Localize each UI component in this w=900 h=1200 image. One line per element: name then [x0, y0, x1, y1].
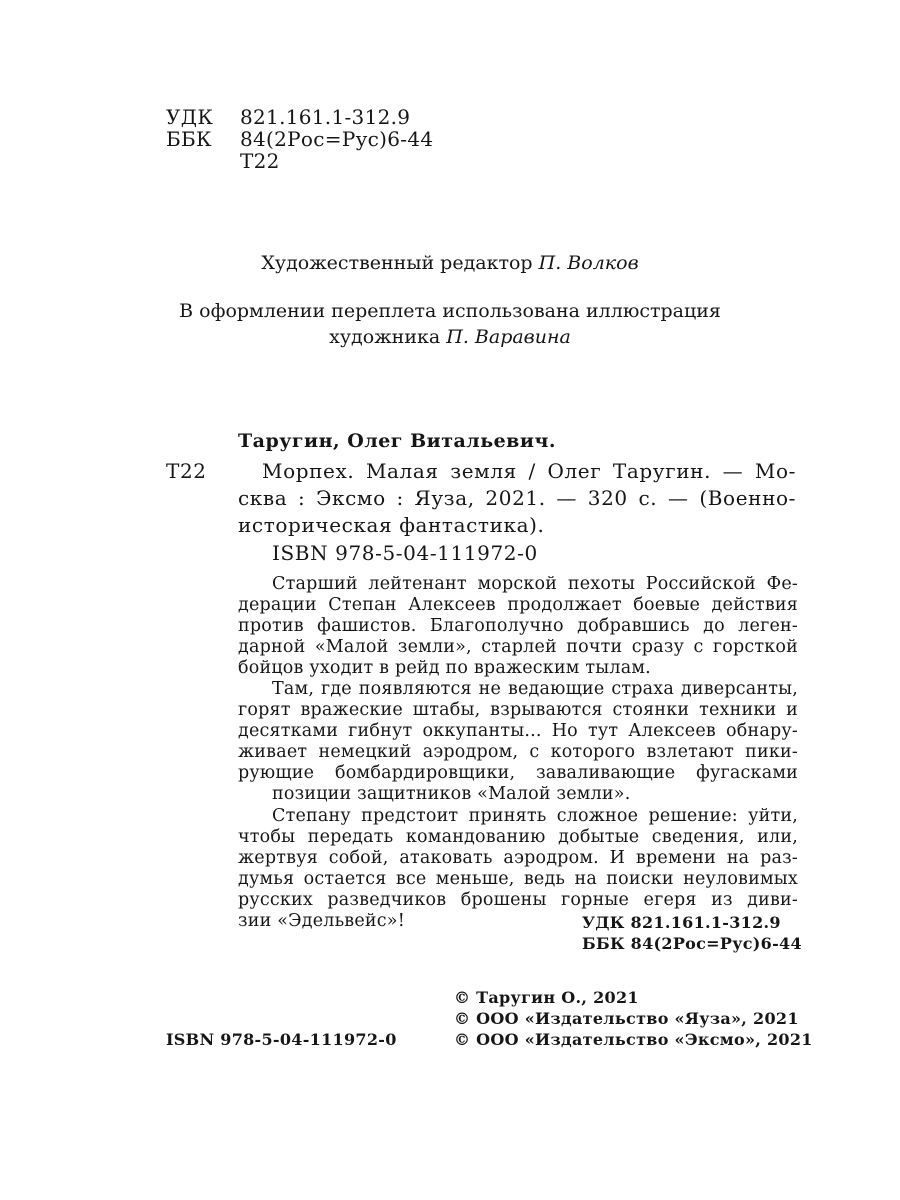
- bbk-label: ББК: [166, 127, 212, 151]
- bib-line: Морпех. Малая земля / Олег Таругин. — Мо-: [262, 459, 796, 483]
- annotation-line: рующие бомбардировщики, заваливающие фугасками: [238, 763, 798, 783]
- annotation-line: дерации Степан Алексеев продолжает боевые действия: [238, 595, 798, 615]
- annotation-line: чтобы передать командованию добытые сведения, или,: [238, 827, 798, 847]
- annotation-line: думья остается все меньше, ведь на поиски неуловимых: [238, 869, 798, 889]
- copyright-isbn: ISBN 978-5-04-111972-0: [166, 1030, 397, 1049]
- annotation-line: дарной «Малой земли», старлей почти сразу с горсткой: [238, 637, 798, 657]
- annotation-line: живает немецкий аэродром, с которого взлетают пики-: [238, 742, 798, 762]
- annotation-line: Степану предстоит принять сложное решение: уйти,: [272, 806, 798, 826]
- art-editor-name: П. Волков: [538, 252, 639, 274]
- bbk-row: [166, 128, 433, 150]
- udk-label: УДК: [166, 105, 214, 129]
- footer-bbk: ББК 84(2Рос=Рус)6-44: [582, 934, 802, 953]
- art-editor-prefix: Художественный редактор: [261, 252, 533, 274]
- bib-author: Таругин, Олег Витальевич.: [238, 430, 556, 452]
- cover-illustrator-name: П. Варавина: [446, 326, 571, 348]
- udk-value: 821.161.1-312.9: [240, 105, 411, 129]
- bib-mark: Т22: [166, 459, 207, 483]
- bib-line: историческая фантастика).: [238, 513, 545, 537]
- annotation-line: русских разведчиков брошены горные егеря из диви-: [238, 890, 798, 910]
- copyright-line: © ООО «Издательство «Эксмо», 2021: [454, 1030, 813, 1049]
- copyright-line: © ООО «Издательство «Яуза», 2021: [454, 1009, 799, 1028]
- annotation-line: горят вражеские штабы, взрываются стоянки техники и: [238, 700, 798, 720]
- art-editor-line: [0, 250, 900, 276]
- annotation-line: зии «Эдельвейс»!: [238, 911, 405, 931]
- annotation-line: позиции защитников «Малой земли».: [272, 784, 631, 804]
- bib-line: сква : Эксмо : Яуза, 2021. — 320 с. — (Военно-: [238, 486, 796, 510]
- annotation-line: десятками гибнут оккупанты... Но тут Алексеев обнару-: [238, 721, 798, 741]
- bib-isbn: ISBN 978-5-04-111972-0: [272, 541, 538, 565]
- annotation-line: Старший лейтенант морской пехоты Российской Фе-: [272, 574, 798, 594]
- annotation-line: против фашистов. Благополучно добравшись до леген-: [238, 616, 798, 636]
- annotation-line: Там, где появляются не ведающие страха диверсанты,: [272, 679, 798, 699]
- author-mark: Т22: [240, 149, 280, 173]
- udk-row: [166, 106, 410, 128]
- annotation-line: жертвуя собой, атаковать аэродром. И времени на раз-: [238, 848, 798, 868]
- copyright-line: © Таругин О., 2021: [454, 988, 639, 1007]
- cover-credit-line1: В оформлении переплета использована иллюстрация: [179, 300, 721, 322]
- annotation-line: бойцов уходит в рейд по вражеским тылам.: [238, 658, 651, 678]
- cover-credit-prefix: художника: [329, 326, 441, 348]
- footer-udk: УДК 821.161.1-312.9: [582, 913, 781, 932]
- bbk-value: 84(2Рос=Рус)6-44: [240, 127, 434, 151]
- cover-credit-line2: [0, 324, 900, 350]
